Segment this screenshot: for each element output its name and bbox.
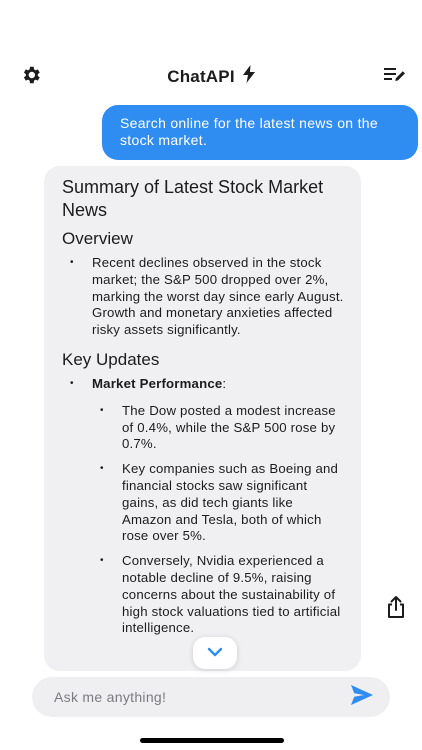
- app-title: ChatAPI: [167, 66, 235, 86]
- scroll-to-bottom-button[interactable]: [193, 637, 237, 669]
- bullet-icon: •: [100, 555, 104, 567]
- overview-heading: Overview: [62, 229, 133, 248]
- compose-icon: [384, 66, 406, 89]
- list-item: • The Dow posted a modest increase of 0.4%, while the S&P 500 rose by 0.7%.: [92, 403, 345, 453]
- message-composer: [32, 677, 390, 717]
- user-message-bubble: [102, 105, 418, 160]
- share-icon: [386, 595, 406, 624]
- assistant-message-title: Summary of Latest Stock Market News: [62, 177, 324, 220]
- user-message-text: Search online for the latest news on the stock market.: [120, 115, 378, 148]
- bullet-icon: •: [100, 404, 104, 416]
- bullet-icon: •: [70, 377, 74, 389]
- bullet-icon: •: [100, 463, 104, 475]
- send-icon: [350, 684, 374, 711]
- bolt-icon: [243, 65, 255, 88]
- overview-list: [62, 255, 345, 339]
- top-bar: [0, 60, 422, 96]
- list-item: • Conversely, Nvidia experienced a notable decline of 9.5%, raising concerns about the sustainability of high stock valuations tied to artificial intelligence.: [92, 553, 345, 637]
- message-input[interactable]: [32, 677, 342, 717]
- market-performance-label: Market Performance: [92, 375, 223, 391]
- market-performance-item: [62, 376, 345, 393]
- list-item: • Recent declines observed in the stock market; the S&P 500 dropped over 2%, marking the worst day since early August. Growth and monetary anxieties affected risky assets significantly.: [62, 255, 345, 339]
- market-performance-suffix: :: [222, 375, 227, 391]
- key-updates-heading: Key Updates: [62, 349, 160, 369]
- list-item: • Key companies such as Boeing and financial stocks saw significant gains, as did tech giants like Amazon and Tesla, both of which rose over 5%.: [92, 461, 345, 545]
- assistant-message-bubble: [44, 166, 361, 671]
- send-button[interactable]: [342, 677, 382, 717]
- new-chat-button[interactable]: [380, 62, 410, 92]
- title-group: [0, 65, 422, 88]
- home-indicator: [140, 738, 284, 743]
- bullet-icon: •: [70, 257, 74, 268]
- share-button[interactable]: [384, 596, 408, 622]
- chevron-down-icon: [207, 644, 223, 662]
